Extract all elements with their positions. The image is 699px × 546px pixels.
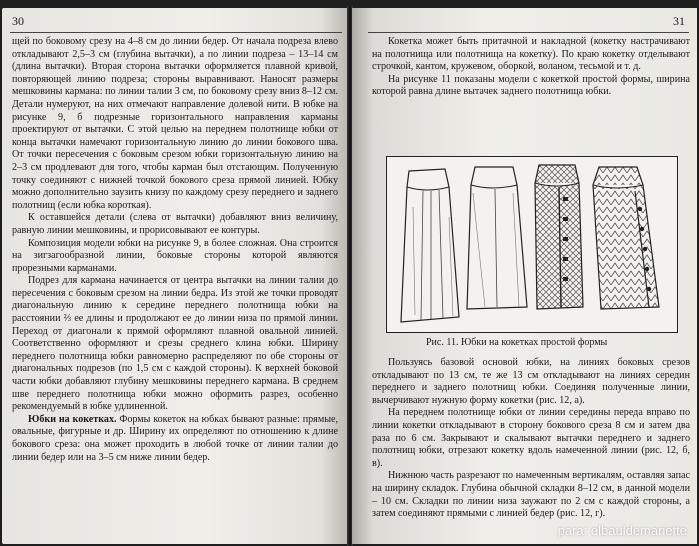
skirt-4 [593,167,659,309]
header-rule-left [10,32,342,33]
watermark-credit: para: elbauldemariette [557,523,687,538]
figure-skirt-illustrations [386,156,678,333]
section-heading: Юбки на кокетках. [28,413,117,425]
left-page-text [12,36,338,464]
header-rule-right [368,32,689,33]
section-text: Формы кокеток на юбках бывают разные: прямые, овальные, фигурные и др. Ширину их определяют по отношению к длине бокового среза: она может проходить в любой точке от линии талии до линии бедер или на 3–5 см ниже линии бедер. [12,413,338,463]
paragraph: щей по боковому срезу на 4–8 см до линии бедер. От начала подреза влево откладывают 2,5–3 см (глубина вытачки), а по линии подреза – 13–14 см (длина вытачки). Вторая сторона вытачки оформляется плавной кривой, повторяющей линию подреза; стороны выравнивают. Наносят размеры мешковины кармана: по линии талии 3 см, по боковому срезу вниз 8–12 см. Детали нумеруют, на них отмечают направление долевой нити. В юбке на рисунке 9, б подрезные горизонтального направления карманы проектируют от вытачки. С этой целью на переднем полотнище юбки от конца вытачки намечают горизонтальную линию до линии бокового шва. От точки пересечения с боковым срезом юбки горизонтальную линию на 2–3 см продлевают для того, чтобы карман был отстающим. Полученную точку соединяют с нижней точкой бокового среза прямой линией. Юбку можно дополнительно заузить книзу по каждому срезу переднего и заднего полотнищ (если юбка короткая). [12,36,338,211]
skirt-2 [467,167,527,309]
paragraph: К оставшейся детали (слева от вытачки) добавляют вниз величину, равную линии мешковины, и прорисовывают ее контуры. [12,212,338,236]
paragraph: Пользуясь базовой основой юбки, на линиях боковых срезов откладывают по 13 см, те же 13 см откладывают на линиях середин переднего и заднего полотнищ юбки. Соединяя полученные линии, вычерчивают нужную форму кокетки (рис. 12, а). [372,357,690,406]
right-page [352,8,697,544]
page-number-left: 30 [12,14,24,28]
paragraph: На рисунке 11 показаны модели с кокеткой простой формы, ширина которой равна длине вытачек заднего полотнища юбки. [372,73,690,98]
paragraph: Нижнюю часть разрезают по намеченным вертикалям, оставляя запас на ширину складок. Глубина обычной складки 8–12 см, в данной модели – 10 см. Складки по линии низа заужают по 2 см с каждой стороны, а затем соединяют прямыми с линией бедер (рис. 12, г). [372,470,690,520]
left-page [2,8,348,544]
paragraph: Композиция модели юбки на рисунке 9, в более сложная. Она строится на зигзагообразной линии, боковые стороны которой являются прорезными карманами. [12,237,338,274]
skirt-3 [535,165,583,309]
paragraph: На переднем полотнище юбки от линии середины переда вправо по линии кокетки откладывают в сторону бокового среза 8 см и затем два раза по 6 см. Закрывают и скалывают вытачки переднего и заднего полотнищ юбки, отрезают кокетку вдоль намеченной линии (рис. 12, б, в). [372,407,690,469]
figure-caption: Рис. 11. Юбки на кокетках простой формы [426,337,608,348]
skirt-1 [401,169,459,322]
right-page-text-bottom [372,357,690,521]
paragraph: Кокетка может быть притачной и накладной (кокетку настрачивают на полотнища или полотнища на кокетку). По краю кокетку отделывают строчкой, кантом, кружевом, оборкой, воланом, тесьмой и т. д. [372,36,690,73]
page-number-right: 31 [673,14,685,28]
right-page-text-top [372,36,690,99]
paragraph: Подрез для кармана начинается от центра вытачки на линии талии до пересечения с боковым срезом на линии бедра. Из этой же точки проводят диагональную линию к середине переднего полотнища юбки на расстоянии ⅔ ее длины и продолжают ее до линии низа по прямой линии. Переход от диагонали к прямой оформляют плавной овальной линией. Соответственно оформляют и срезы среднего клина юбки. Ширину переднего полотнища юбки равномерно распределяют по обе стороны от диагональных подрезов (по 1,5 см с каждой стороны). К верхней боковой части юбки добавляют глубину мешковины переднего кармана. В среднем шве переднего полотнища юбки можно оформить разрез, особенно рекомендуемый в юбке удлиненной. [12,275,338,413]
skirt-drawings [387,157,677,332]
section-paragraph [12,414,338,464]
